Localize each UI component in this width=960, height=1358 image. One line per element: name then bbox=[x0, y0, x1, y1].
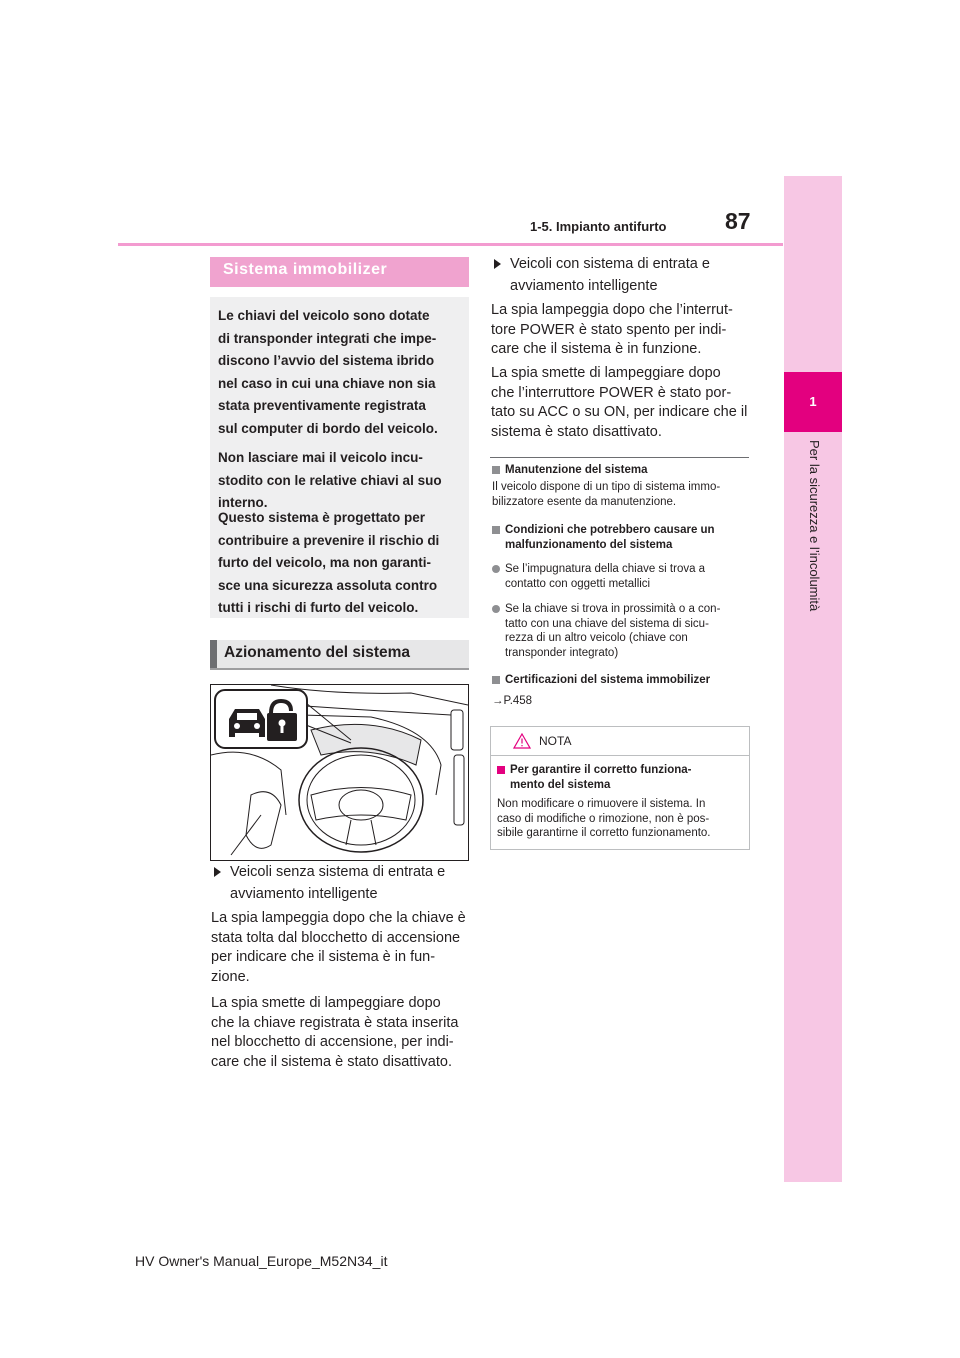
square-bullet-icon bbox=[492, 676, 500, 684]
section-banner: Sistema immobilizer bbox=[210, 257, 469, 287]
nota-label: NOTA bbox=[539, 734, 572, 748]
note-maintenance: Manutenzione del sistema Il veicolo dispone di un tipo di sistema immo- bilizzatore esente da manutenzione. bbox=[492, 463, 750, 509]
nota-box bbox=[490, 726, 750, 850]
immobilizer-indicator-illustration bbox=[210, 684, 469, 861]
triangle-bullet-icon bbox=[494, 259, 501, 269]
square-bullet-icon bbox=[492, 466, 500, 474]
bullet-no-smart-entry: Veicoli senza sistema di entrata e avviamento intelligente bbox=[214, 861, 469, 905]
intro-paragraph-1: Le chiavi del veicolo sono dotate di transponder integrati che impe- discono l’avvio del sistema ibrido nel caso in cui una chiave non sia stata preventivamente registrata sul computer di bordo del veicolo. bbox=[218, 308, 438, 436]
paragraph-flash-stop: La spia smette di lampeggiare dopo che la chiave registrata è stata inserita nel blocchetto di accensione, per indi- care che il sistema è stato disattivato. bbox=[211, 995, 459, 1070]
nota-header bbox=[491, 727, 749, 756]
footer-manual-id: HV Owner's Manual_Europe_M52N34_it bbox=[135, 1253, 388, 1269]
intro-box bbox=[210, 297, 469, 618]
note-certifications: Certificazioni del sistema immobilizer →P.458 bbox=[492, 673, 750, 709]
triangle-bullet-icon bbox=[214, 867, 221, 877]
square-bullet-icon bbox=[492, 526, 500, 534]
warning-triangle-icon bbox=[513, 733, 531, 749]
chapter-side-tab bbox=[784, 176, 842, 1182]
intro-paragraph-3: Questo sistema è progettato per contribuire a prevenire il rischio di furto del veicolo, ma non garanti- sce una sicurezza assoluta contro tutti i rischi di furto del veicolo. bbox=[218, 510, 440, 615]
note-malfunction: Condizioni che potrebbero causare un malfunzionamento del sistema bbox=[492, 523, 750, 553]
dot-item-other-key: Se la chiave si trova in prossimità o a con- tatto con una chiave del sistema di sicu- rezza di un altro veicolo (chiave con transponder integrato) bbox=[492, 602, 750, 660]
page-reference[interactable]: →P.458 bbox=[492, 695, 533, 707]
paragraph-power-on: La spia smette di lampeggiare dopo che l’interruttore POWER è stato por- tato su ACC o su ON, per indicare che il sistema è stato disattivato. bbox=[491, 365, 748, 440]
intro-paragraph-2: Non lasciare mai il veicolo incu- stodito con le relative chiavi al suo interno. bbox=[218, 450, 442, 510]
paragraph-power-off: La spia lampeggia dopo che l’interrut- tore POWER è stato spento per indi- care che il sistema è in funzione. bbox=[491, 302, 733, 357]
subsection-banner: Azionamento del sistema bbox=[210, 640, 469, 670]
bullet-smart-entry: Veicoli con sistema di entrata e avviamento intelligente bbox=[494, 253, 749, 297]
note-title: Manutenzione del sistema bbox=[505, 464, 648, 476]
dashboard-illustration bbox=[211, 685, 468, 860]
nota-content: Per garantire il corretto funziona- mento del sistema Non modificare o rimuovere il sistema. In caso di modifiche o rimozione, non è pos- sibile garantirne il corretto funzionamento. bbox=[497, 764, 711, 839]
page-number: 87 bbox=[725, 208, 751, 234]
header-rule bbox=[118, 243, 783, 246]
square-bullet-icon bbox=[497, 766, 505, 774]
paragraph-flash-start: La spia lampeggia dopo che la chiave è stata tolta dal blocchetto di accensione per indicare che il sistema è in fun- zione. bbox=[211, 910, 466, 985]
divider bbox=[490, 457, 749, 458]
chapter-number: 1 bbox=[784, 372, 842, 432]
dot-bullet-icon bbox=[492, 605, 500, 613]
dot-item-metal: Se l’impugnatura della chiave si trova a contatto con oggetti metallici bbox=[492, 562, 750, 591]
chapter-title: Per la sicurezza e l’incolumità bbox=[807, 440, 822, 612]
dot-bullet-icon bbox=[492, 565, 500, 573]
section-title: 1-5. Impianto antifurto bbox=[530, 219, 667, 234]
